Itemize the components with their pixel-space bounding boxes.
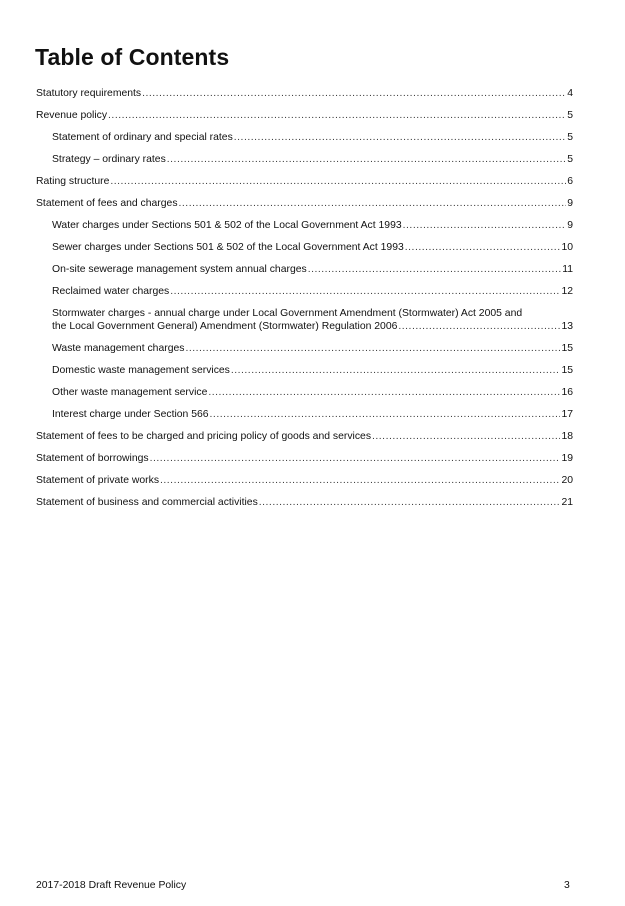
toc-entry-page: 16 [561, 387, 573, 398]
dot-leader [179, 197, 566, 210]
toc-entry-label-line1: Stormwater charges - annual charge under Local Government Amendment (Stormwater) Act 2005 and [52, 308, 523, 319]
dot-leader [398, 320, 560, 333]
dot-leader [372, 430, 560, 443]
page-title: Table of Contents [35, 44, 230, 70]
dot-leader [150, 452, 561, 465]
toc-entry-label: Other waste management service [52, 387, 208, 398]
toc-entry-label: Waste management charges [52, 343, 185, 354]
toc-entry-label: Statement of private works [36, 475, 160, 486]
toc-entry-page: 15 [561, 365, 573, 376]
toc-entry-page: 6 [567, 176, 573, 187]
dot-leader [160, 474, 560, 487]
toc-entry-statement-of-borrowings[interactable] [36, 452, 573, 465]
dot-leader [208, 386, 560, 399]
dot-leader [210, 408, 561, 421]
dot-leader [142, 87, 566, 100]
toc-entry-page: 20 [561, 475, 573, 486]
dot-leader [185, 342, 560, 355]
toc-entry-statement-of-private-works[interactable] [36, 474, 573, 487]
toc-entry-page: 9 [567, 198, 573, 209]
toc-entry-page: 18 [561, 431, 573, 442]
toc-entry-page: 17 [561, 409, 573, 420]
toc-entry-label: Domestic waste management services [52, 365, 230, 376]
toc-entry-page: 13 [561, 321, 573, 332]
dot-leader [403, 219, 566, 232]
toc-entry-page: 15 [561, 343, 573, 354]
toc-entry-page: 21 [561, 497, 573, 508]
toc-entry-domestic-waste-management-services[interactable] [36, 364, 573, 377]
toc-entry-statement-of-ordinary-and-special-rates[interactable] [36, 131, 573, 144]
dot-leader [308, 263, 562, 276]
toc-entry-page: 5 [567, 110, 573, 121]
toc-entry-label: Statement of ordinary and special rates [52, 132, 233, 143]
toc-entry-statement-of-fees-and-charges[interactable] [36, 197, 573, 210]
toc-entry-label: Statement of fees and charges [36, 198, 178, 209]
dot-leader [110, 175, 566, 188]
toc-entry-statement-of-business-and-commercial-activities[interactable] [36, 496, 573, 509]
toc-entry-page: 12 [561, 286, 573, 297]
toc-entry-page: 4 [567, 88, 573, 99]
toc-entry-waste-management-charges[interactable] [36, 342, 573, 355]
toc-entry-other-waste-management-service[interactable] [36, 386, 573, 399]
toc-entry-page: 10 [561, 242, 573, 253]
footer-document-title: 2017-2018 Draft Revenue Policy [36, 880, 187, 891]
toc-entry-label: Statutory requirements [36, 88, 142, 99]
toc-entry-statement-of-fees-pricing-policy[interactable] [36, 430, 573, 443]
toc-entry-sewer-charges[interactable] [36, 241, 573, 254]
dot-leader [170, 285, 560, 298]
dot-leader [405, 241, 561, 254]
toc-entry-interest-charge[interactable] [36, 408, 573, 421]
dot-leader [231, 364, 561, 377]
toc-entry-revenue-policy[interactable] [36, 109, 573, 122]
toc-entry-rating-structure[interactable] [36, 175, 573, 188]
toc-entry-page: 11 [562, 264, 573, 275]
dot-leader [234, 131, 566, 144]
toc-entry-stormwater-charges[interactable] [36, 307, 573, 333]
dot-leader [167, 153, 566, 166]
toc-entry-water-charges[interactable] [36, 219, 573, 232]
toc-entry-page: 9 [567, 220, 573, 231]
toc-entry-label: Strategy – ordinary rates [52, 154, 166, 165]
dot-leader [259, 496, 561, 509]
footer-page-number: 3 [564, 880, 570, 891]
toc-entry-line2 [52, 320, 573, 333]
toc-entry-label: Interest charge under Section 566 [52, 409, 209, 420]
toc-entry-label-line2: the Local Government General) Amendment (Stormwater) Regulation 2006 [52, 321, 398, 332]
toc-entry-on-site-sewerage-management[interactable] [36, 263, 573, 276]
toc-entry-page: 19 [561, 453, 573, 464]
toc-entry-page: 5 [567, 154, 573, 165]
toc-entry-reclaimed-water-charges[interactable] [36, 285, 573, 298]
toc-entry-label: Revenue policy [36, 110, 108, 121]
toc-entry-label: Rating structure [36, 176, 110, 187]
toc-entry-label: Sewer charges under Sections 501 & 502 of the Local Government Act 1993 [52, 242, 404, 253]
toc-entry-strategy-ordinary-rates[interactable] [36, 153, 573, 166]
table-of-contents [36, 87, 573, 518]
toc-entry-label: Statement of borrowings [36, 453, 149, 464]
toc-entry-page: 5 [567, 132, 573, 143]
toc-entry-label: On-site sewerage management system annual charges [52, 264, 307, 275]
toc-entry-label: Statement of business and commercial activities [36, 497, 258, 508]
toc-entry-label: Water charges under Sections 501 & 502 of the Local Government Act 1993 [52, 220, 402, 231]
toc-entry-label: Reclaimed water charges [52, 286, 170, 297]
dot-leader [108, 109, 566, 122]
toc-entry-statutory-requirements[interactable] [36, 87, 573, 100]
toc-entry-label: Statement of fees to be charged and pricing policy of goods and services [36, 431, 372, 442]
